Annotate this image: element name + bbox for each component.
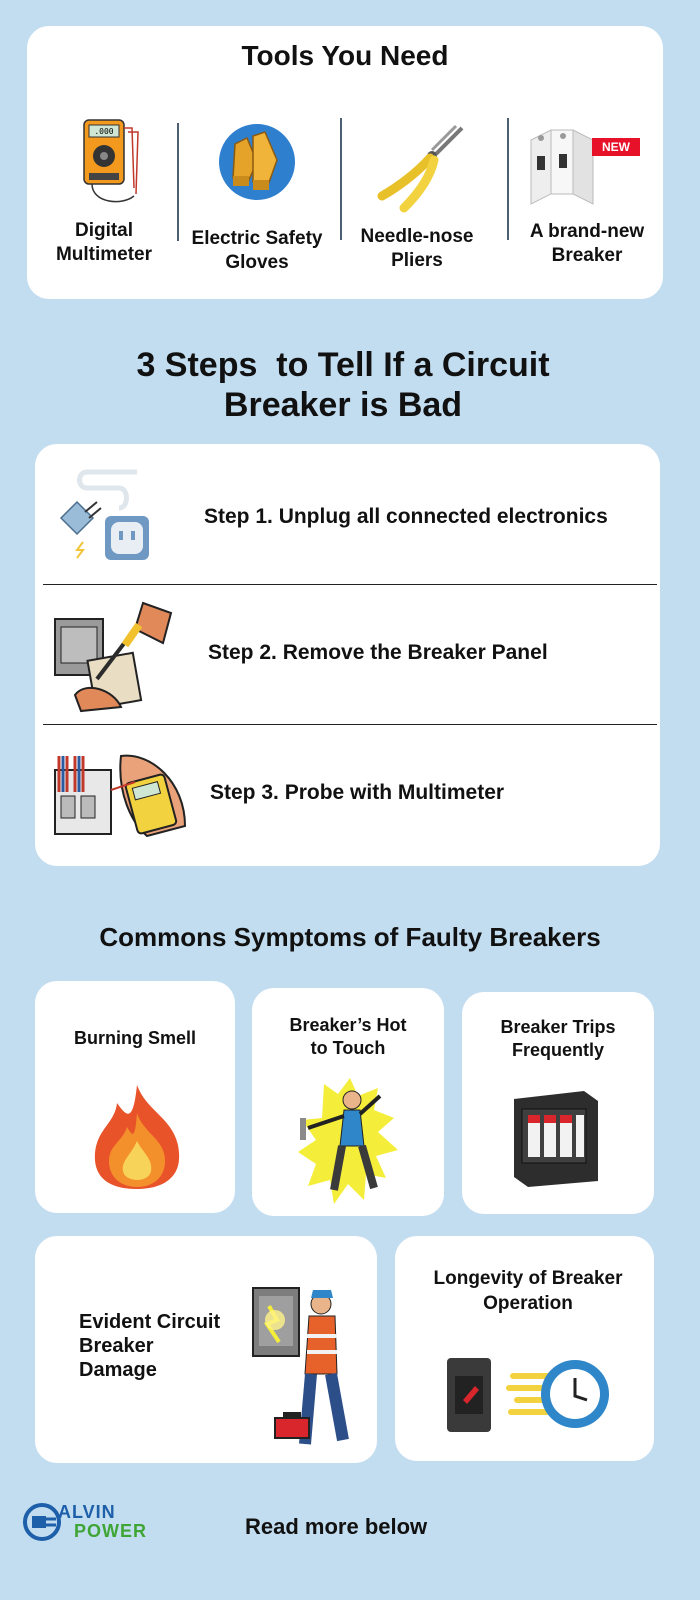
pliers-icon (376, 124, 466, 214)
steps-card (35, 444, 660, 866)
symptom-label: Breaker’s Hot to Touch (289, 1015, 407, 1058)
alvin-power-logo-icon (22, 1502, 62, 1542)
step-divider-1 (43, 584, 657, 585)
symptoms-title: Commons Symptoms of Faulty Breakers (99, 922, 601, 952)
step-2-text: Step 2. Remove the Breaker Panel (208, 641, 548, 664)
symptom-label: Longevity of Breaker Operation (433, 1268, 623, 1314)
tools-title: Tools You Need (241, 40, 449, 71)
multimeter-icon (82, 118, 142, 208)
steps-title-line1: 3 Steps to Tell If a Circuit (136, 346, 550, 384)
step-divider-2 (43, 724, 657, 725)
symptom-card-evident-damage (35, 1236, 377, 1463)
tools-card (27, 26, 663, 299)
damaged-panel-worker-icon (249, 1276, 359, 1456)
switch-clock-icon (443, 1356, 613, 1436)
breaker-block-icon (510, 1089, 602, 1187)
tool-divider-1 (177, 123, 179, 241)
electrocuted-person-icon (294, 1074, 404, 1214)
symptom-card-trips-frequently (462, 992, 654, 1214)
read-more-link[interactable]: Read more below (245, 1514, 428, 1539)
tool-label-multimeter: Digital Multimeter (55, 220, 153, 265)
step-3-text: Step 3. Probe with Multimeter (210, 781, 505, 804)
probe-multimeter-icon (51, 752, 189, 840)
symptom-card-longevity (395, 1236, 654, 1461)
steps-title-line2: Breaker is Bad (223, 386, 463, 424)
step-1-text: Step 1. Unplug all connected electronics (204, 505, 608, 528)
unplug-icon (57, 468, 152, 563)
fire-icon (87, 1083, 187, 1193)
logo-text-power: POWER (74, 1521, 148, 1541)
logo-text-alvin: ALVIN (58, 1502, 116, 1522)
screwdriver-panel-icon (51, 599, 176, 714)
breaker-icon (527, 128, 597, 208)
symptom-label: Breaker Trips Frequently (500, 1017, 616, 1060)
tool-divider-3 (507, 118, 509, 240)
new-badge: NEW (592, 138, 640, 156)
tool-label-breaker: A brand-new Breaker (529, 221, 645, 266)
multimeter-display: .000 (94, 127, 114, 136)
symptom-label: Evident Circuit Breaker Damage (79, 1311, 221, 1381)
symptom-card-burning-smell (35, 981, 235, 1213)
symptom-label: Burning Smell (73, 1028, 196, 1048)
tool-label-pliers: Needle-nose Pliers (360, 226, 474, 271)
tool-divider-2 (340, 118, 342, 240)
tool-label-gloves: Electric Safety Gloves (191, 228, 323, 273)
symptom-card-hot-to-touch (252, 988, 444, 1216)
steps-title (0, 345, 686, 425)
gloves-icon (217, 122, 297, 202)
